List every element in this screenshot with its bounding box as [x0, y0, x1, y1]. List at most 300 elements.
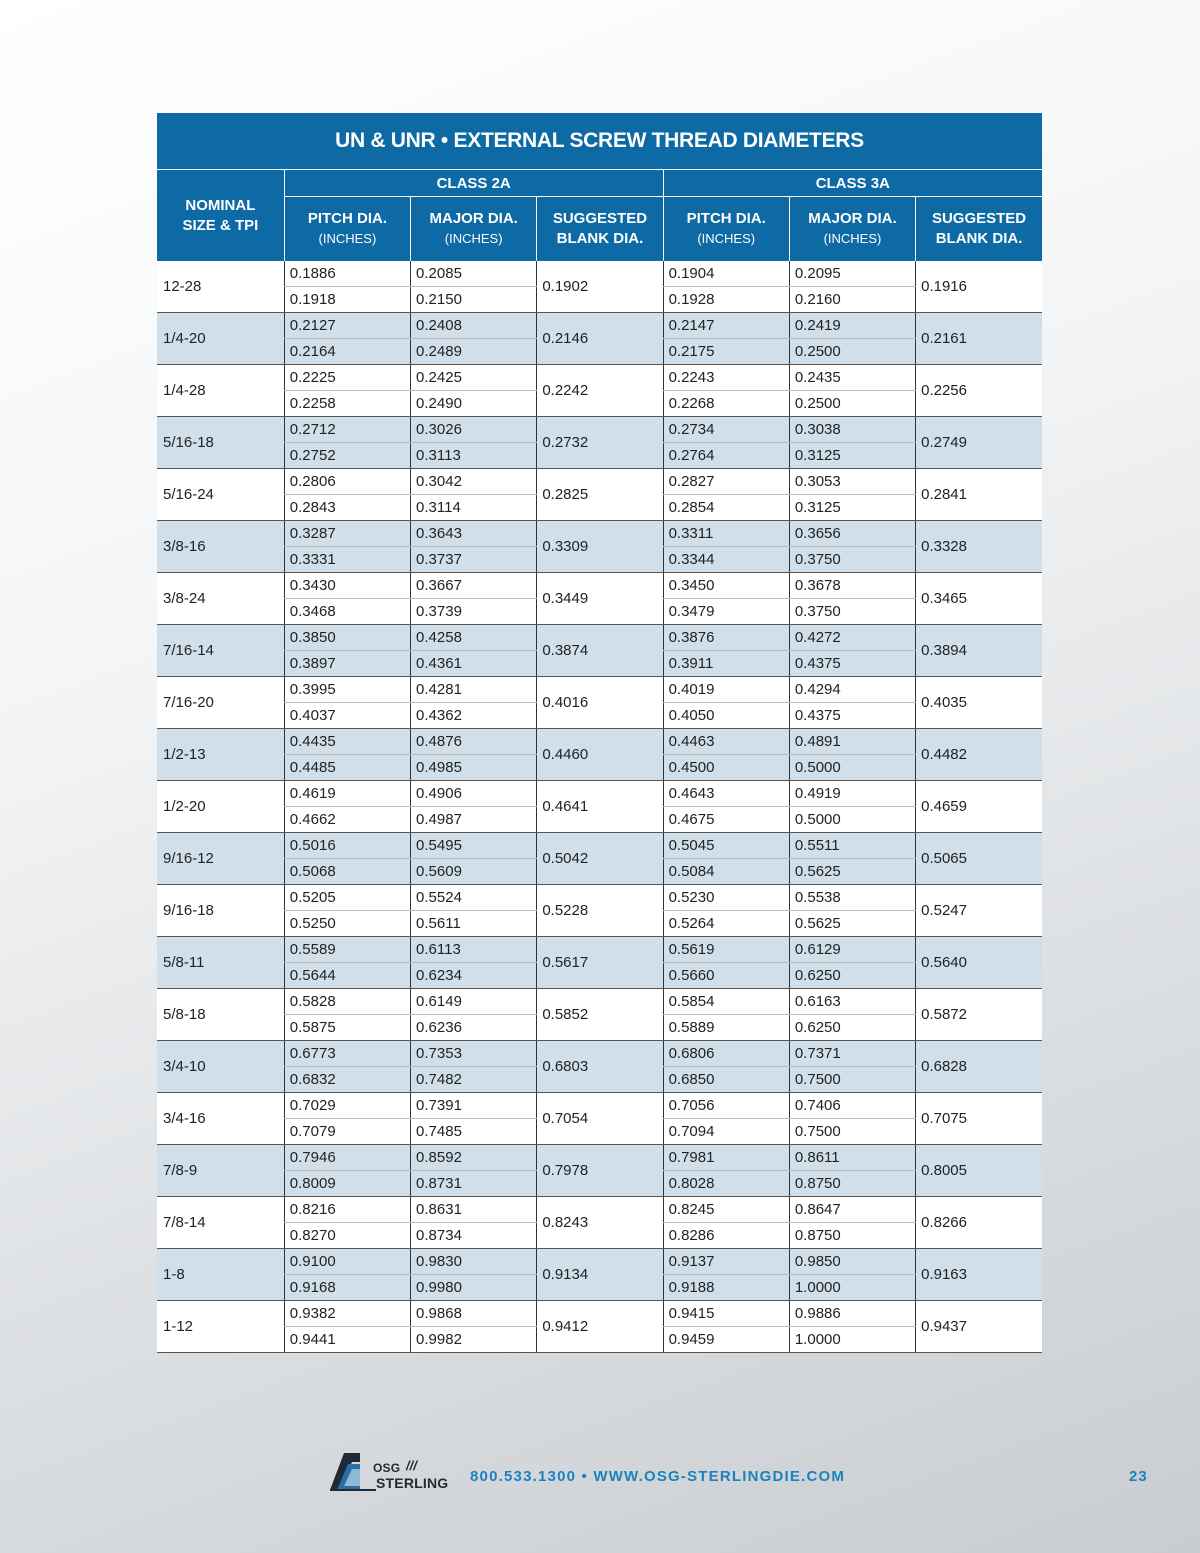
table-row	[157, 781, 1042, 807]
c2-pitch-cell: 0.2806	[284, 469, 410, 495]
thread-diameter-table-wrapper	[157, 113, 1042, 1353]
c2-pitch-cell: 0.8009	[284, 1171, 410, 1197]
c3-major-cell: 0.4272	[789, 625, 915, 651]
nominal-size-cell: 5/16-24	[157, 469, 284, 521]
c2-pitch-cell: 0.2127	[284, 313, 410, 339]
c2-major-cell: 0.9982	[411, 1327, 537, 1353]
c3-blank-cell: 0.2161	[916, 313, 1042, 365]
c3-major-cell: 1.0000	[789, 1275, 915, 1301]
nominal-size-cell: 1/4-28	[157, 365, 284, 417]
c2-pitch-cell: 0.1886	[284, 261, 410, 287]
c2-pitch-cell: 0.5068	[284, 859, 410, 885]
c2-major-cell: 0.2489	[411, 339, 537, 365]
c2-major-cell: 0.9980	[411, 1275, 537, 1301]
c3-pitch-cell: 0.2827	[663, 469, 789, 495]
c2-blank-cell: 0.5617	[537, 937, 663, 989]
size-column-header	[157, 170, 284, 262]
c2-major-cell: 0.6234	[411, 963, 537, 989]
c3-major-header	[789, 197, 915, 262]
nominal-size-cell: 1-12	[157, 1301, 284, 1353]
table-row	[157, 521, 1042, 547]
c2-blank-cell: 0.5228	[537, 885, 663, 937]
c2-pitch-cell: 0.3468	[284, 599, 410, 625]
c2-blank-cell: 0.8243	[537, 1197, 663, 1249]
c2-pitch-cell: 0.5828	[284, 989, 410, 1015]
c2-blank-cell: 0.3874	[537, 625, 663, 677]
c3-blank-cell: 0.2256	[916, 365, 1042, 417]
c2-pitch-cell: 0.3430	[284, 573, 410, 599]
c2-blank-cell: 0.6803	[537, 1041, 663, 1093]
c3-pitch-cell: 0.5619	[663, 937, 789, 963]
c2-major-cell: 0.4876	[411, 729, 537, 755]
c2-pitch-cell: 0.4037	[284, 703, 410, 729]
header-label: MAJOR DIA.	[808, 210, 897, 227]
c2-blank-cell: 0.7978	[537, 1145, 663, 1197]
c3-blank-header	[916, 197, 1042, 262]
c3-pitch-cell: 0.4463	[663, 729, 789, 755]
c2-pitch-cell: 0.8216	[284, 1197, 410, 1223]
c2-major-cell: 0.5524	[411, 885, 537, 911]
c2-pitch-cell: 0.4662	[284, 807, 410, 833]
class-3a-header: CLASS 3A	[663, 170, 1042, 197]
c3-major-cell: 0.8611	[789, 1145, 915, 1171]
c2-major-cell: 0.3643	[411, 521, 537, 547]
thread-size-group	[157, 261, 1042, 313]
c2-blank-cell: 0.9134	[537, 1249, 663, 1301]
c3-blank-cell: 0.7075	[916, 1093, 1042, 1145]
osg-sterling-logo-icon	[330, 1452, 376, 1492]
c3-major-cell: 1.0000	[789, 1327, 915, 1353]
c2-pitch-cell: 0.8270	[284, 1223, 410, 1249]
c2-blank-cell: 0.4641	[537, 781, 663, 833]
c3-blank-cell: 0.4035	[916, 677, 1042, 729]
table-row	[157, 989, 1042, 1015]
c3-major-cell: 0.3656	[789, 521, 915, 547]
logo-slashes: ///	[406, 1458, 417, 1473]
c3-blank-cell: 0.1916	[916, 261, 1042, 313]
c3-pitch-cell: 0.4019	[663, 677, 789, 703]
c2-blank-cell: 0.7054	[537, 1093, 663, 1145]
c2-pitch-cell: 0.6832	[284, 1067, 410, 1093]
c2-major-cell: 0.8734	[411, 1223, 537, 1249]
c3-major-cell: 0.6129	[789, 937, 915, 963]
c2-pitch-cell: 0.5644	[284, 963, 410, 989]
c3-blank-cell: 0.5065	[916, 833, 1042, 885]
c2-pitch-cell: 0.4435	[284, 729, 410, 755]
c2-blank-cell: 0.1902	[537, 261, 663, 313]
c2-blank-cell: 0.2732	[537, 417, 663, 469]
nominal-size-cell: 1-8	[157, 1249, 284, 1301]
thread-size-group	[157, 677, 1042, 729]
table-row	[157, 1249, 1042, 1275]
c3-major-cell: 0.8647	[789, 1197, 915, 1223]
c3-pitch-cell: 0.5230	[663, 885, 789, 911]
size-header-line2: SIZE & TPI	[182, 216, 259, 234]
c2-major-header	[411, 197, 537, 262]
c3-pitch-cell: 0.7094	[663, 1119, 789, 1145]
c3-major-cell: 0.5000	[789, 755, 915, 781]
c3-pitch-cell: 0.1928	[663, 287, 789, 313]
c3-major-cell: 0.4375	[789, 703, 915, 729]
c2-major-cell: 0.2150	[411, 287, 537, 313]
nominal-size-cell: 12-28	[157, 261, 284, 313]
header-label: PITCH DIA.	[686, 210, 766, 227]
c2-major-cell: 0.4361	[411, 651, 537, 677]
nominal-size-cell: 3/8-16	[157, 521, 284, 573]
c2-major-cell: 0.3114	[411, 495, 537, 521]
thread-size-group	[157, 885, 1042, 937]
c2-pitch-cell: 0.3897	[284, 651, 410, 677]
table-row	[157, 365, 1042, 391]
c2-major-cell: 0.3042	[411, 469, 537, 495]
table-row	[157, 885, 1042, 911]
c3-pitch-cell: 0.7981	[663, 1145, 789, 1171]
c3-major-cell: 0.7371	[789, 1041, 915, 1067]
c3-pitch-cell: 0.8028	[663, 1171, 789, 1197]
thread-size-group	[157, 833, 1042, 885]
c3-major-cell: 0.3125	[789, 443, 915, 469]
c3-major-cell: 0.7500	[789, 1119, 915, 1145]
page-footer	[330, 1452, 1160, 1492]
c2-pitch-cell: 0.4619	[284, 781, 410, 807]
c3-blank-cell: 0.4659	[916, 781, 1042, 833]
c2-major-cell: 0.7353	[411, 1041, 537, 1067]
c3-major-cell: 0.3678	[789, 573, 915, 599]
c3-blank-cell: 0.3328	[916, 521, 1042, 573]
size-header-line1: NOMINAL	[185, 196, 256, 214]
c2-pitch-cell: 0.2225	[284, 365, 410, 391]
c3-major-cell: 0.9850	[789, 1249, 915, 1275]
header-unit: (INCHES)	[823, 231, 882, 246]
table-row	[157, 833, 1042, 859]
footer-contact[interactable]: 800.533.1300 • WWW.OSG-STERLINGDIE.COM	[470, 1468, 846, 1485]
c2-pitch-cell: 0.2752	[284, 443, 410, 469]
table-row	[157, 937, 1042, 963]
nominal-size-cell: 3/4-16	[157, 1093, 284, 1145]
c2-major-cell: 0.4362	[411, 703, 537, 729]
nominal-size-cell: 9/16-18	[157, 885, 284, 937]
c3-pitch-cell: 0.2268	[663, 391, 789, 417]
c3-pitch-cell: 0.8245	[663, 1197, 789, 1223]
c2-blank-cell: 0.2242	[537, 365, 663, 417]
c2-pitch-cell: 0.6773	[284, 1041, 410, 1067]
table-row	[157, 1041, 1042, 1067]
c2-pitch-cell: 0.9441	[284, 1327, 410, 1353]
c3-blank-cell: 0.9163	[916, 1249, 1042, 1301]
c3-major-cell: 0.8750	[789, 1171, 915, 1197]
thread-size-group	[157, 573, 1042, 625]
c2-major-cell: 0.9868	[411, 1301, 537, 1327]
header-unit: (INCHES)	[697, 231, 756, 246]
c3-blank-cell: 0.2749	[916, 417, 1042, 469]
page-number: 23	[1129, 1468, 1148, 1485]
c3-major-cell: 0.5538	[789, 885, 915, 911]
c2-blank-cell: 0.4016	[537, 677, 663, 729]
c2-major-cell: 0.4985	[411, 755, 537, 781]
c2-major-cell: 0.8731	[411, 1171, 537, 1197]
c3-blank-cell: 0.5247	[916, 885, 1042, 937]
c2-pitch-cell: 0.5250	[284, 911, 410, 937]
c2-pitch-cell: 0.7946	[284, 1145, 410, 1171]
c2-blank-cell: 0.5852	[537, 989, 663, 1041]
c2-major-cell: 0.7482	[411, 1067, 537, 1093]
c2-pitch-cell: 0.1918	[284, 287, 410, 313]
c3-pitch-cell: 0.4675	[663, 807, 789, 833]
thread-size-group	[157, 469, 1042, 521]
c3-major-cell: 0.6250	[789, 963, 915, 989]
c3-pitch-cell: 0.4050	[663, 703, 789, 729]
c3-pitch-cell: 0.3479	[663, 599, 789, 625]
c3-major-cell: 0.2500	[789, 339, 915, 365]
c2-major-cell: 0.2085	[411, 261, 537, 287]
c2-major-cell: 0.6149	[411, 989, 537, 1015]
c3-blank-cell: 0.9437	[916, 1301, 1042, 1353]
c3-blank-cell: 0.8266	[916, 1197, 1042, 1249]
c3-pitch-cell: 0.5045	[663, 833, 789, 859]
thread-size-group	[157, 313, 1042, 365]
table-row	[157, 261, 1042, 287]
thread-size-group	[157, 1041, 1042, 1093]
thread-size-group	[157, 1145, 1042, 1197]
c2-pitch-cell: 0.2258	[284, 391, 410, 417]
table-row	[157, 1301, 1042, 1327]
c3-pitch-cell: 0.9415	[663, 1301, 789, 1327]
c3-pitch-cell: 0.2147	[663, 313, 789, 339]
c3-major-cell: 0.4919	[789, 781, 915, 807]
class-2a-header: CLASS 2A	[284, 170, 663, 197]
nominal-size-cell: 7/8-14	[157, 1197, 284, 1249]
c2-pitch-cell: 0.4485	[284, 755, 410, 781]
c3-major-cell: 0.8750	[789, 1223, 915, 1249]
c3-pitch-cell: 0.9188	[663, 1275, 789, 1301]
c3-major-cell: 0.2435	[789, 365, 915, 391]
c3-pitch-cell: 0.2175	[663, 339, 789, 365]
nominal-size-cell: 1/2-13	[157, 729, 284, 781]
c3-pitch-cell: 0.7056	[663, 1093, 789, 1119]
thread-size-group	[157, 417, 1042, 469]
c2-major-cell: 0.2490	[411, 391, 537, 417]
nominal-size-cell: 5/8-11	[157, 937, 284, 989]
c3-major-cell: 0.4891	[789, 729, 915, 755]
nominal-size-cell: 5/16-18	[157, 417, 284, 469]
table-row	[157, 1145, 1042, 1171]
c2-blank-cell: 0.5042	[537, 833, 663, 885]
nominal-size-cell: 3/4-10	[157, 1041, 284, 1093]
c2-pitch-cell: 0.2164	[284, 339, 410, 365]
thread-size-group	[157, 781, 1042, 833]
c2-major-cell: 0.5609	[411, 859, 537, 885]
thread-size-group	[157, 1249, 1042, 1301]
c3-pitch-cell: 0.3876	[663, 625, 789, 651]
nominal-size-cell: 5/8-18	[157, 989, 284, 1041]
table-row	[157, 313, 1042, 339]
c2-major-cell: 0.4258	[411, 625, 537, 651]
c3-pitch-cell: 0.3911	[663, 651, 789, 677]
c3-pitch-cell: 0.5660	[663, 963, 789, 989]
c2-major-cell: 0.4281	[411, 677, 537, 703]
table-row	[157, 417, 1042, 443]
c3-pitch-cell: 0.5084	[663, 859, 789, 885]
c2-major-cell: 0.7391	[411, 1093, 537, 1119]
c3-pitch-cell: 0.9459	[663, 1327, 789, 1353]
header-label: PITCH DIA.	[307, 210, 387, 227]
c2-pitch-cell: 0.3331	[284, 547, 410, 573]
thread-size-group	[157, 625, 1042, 677]
c3-major-cell: 0.3750	[789, 599, 915, 625]
c2-major-cell: 0.2425	[411, 365, 537, 391]
c2-pitch-cell: 0.7079	[284, 1119, 410, 1145]
c2-major-cell: 0.5495	[411, 833, 537, 859]
c3-pitch-cell: 0.4500	[663, 755, 789, 781]
c2-major-cell: 0.3113	[411, 443, 537, 469]
nominal-size-cell: 7/16-20	[157, 677, 284, 729]
thread-size-group	[157, 937, 1042, 989]
thread-size-group	[157, 1093, 1042, 1145]
c2-pitch-cell: 0.5589	[284, 937, 410, 963]
c3-pitch-cell: 0.3450	[663, 573, 789, 599]
c3-pitch-cell: 0.9137	[663, 1249, 789, 1275]
c2-pitch-cell: 0.5875	[284, 1015, 410, 1041]
header-label: SUGGESTED	[931, 210, 1027, 227]
header-label: SUGGESTED	[552, 210, 648, 227]
c3-pitch-cell: 0.3311	[663, 521, 789, 547]
thread-size-group	[157, 1301, 1042, 1353]
c2-pitch-cell: 0.9100	[284, 1249, 410, 1275]
table-row	[157, 1093, 1042, 1119]
c3-major-cell: 0.5000	[789, 807, 915, 833]
c2-pitch-cell: 0.3850	[284, 625, 410, 651]
c2-major-cell: 0.7485	[411, 1119, 537, 1145]
c3-major-cell: 0.4375	[789, 651, 915, 677]
table-row	[157, 573, 1042, 599]
c2-pitch-cell: 0.2843	[284, 495, 410, 521]
c3-major-cell: 0.3038	[789, 417, 915, 443]
thread-diameter-table	[157, 113, 1042, 1353]
c3-pitch-cell: 0.6850	[663, 1067, 789, 1093]
header-label-2: BLANK DIA.	[556, 230, 644, 247]
c3-pitch-cell: 0.3344	[663, 547, 789, 573]
c3-major-cell: 0.9886	[789, 1301, 915, 1327]
c3-major-cell: 0.4294	[789, 677, 915, 703]
c3-major-cell: 0.7500	[789, 1067, 915, 1093]
nominal-size-cell: 1/4-20	[157, 313, 284, 365]
c3-major-cell: 0.5511	[789, 833, 915, 859]
table-row	[157, 677, 1042, 703]
c2-blank-cell: 0.3309	[537, 521, 663, 573]
c2-pitch-cell: 0.3995	[284, 677, 410, 703]
c3-major-cell: 0.6163	[789, 989, 915, 1015]
c3-blank-cell: 0.2841	[916, 469, 1042, 521]
c2-major-cell: 0.2408	[411, 313, 537, 339]
thread-size-group	[157, 521, 1042, 573]
c2-pitch-cell: 0.9382	[284, 1301, 410, 1327]
nominal-size-cell: 1/2-20	[157, 781, 284, 833]
c2-pitch-cell: 0.7029	[284, 1093, 410, 1119]
c3-blank-cell: 0.4482	[916, 729, 1042, 781]
c2-pitch-cell: 0.5205	[284, 885, 410, 911]
c2-major-cell: 0.4906	[411, 781, 537, 807]
c3-major-cell: 0.3053	[789, 469, 915, 495]
c2-major-cell: 0.5611	[411, 911, 537, 937]
table-row	[157, 1197, 1042, 1223]
nominal-size-cell: 7/8-9	[157, 1145, 284, 1197]
c3-blank-cell: 0.8005	[916, 1145, 1042, 1197]
c3-pitch-cell: 0.2734	[663, 417, 789, 443]
header-unit: (INCHES)	[444, 231, 503, 246]
c3-major-cell: 0.2160	[789, 287, 915, 313]
c2-blank-cell: 0.2825	[537, 469, 663, 521]
c3-pitch-cell: 0.8286	[663, 1223, 789, 1249]
thread-size-group	[157, 989, 1042, 1041]
c3-major-cell: 0.7406	[789, 1093, 915, 1119]
c3-pitch-cell: 0.1904	[663, 261, 789, 287]
c2-major-cell: 0.8592	[411, 1145, 537, 1171]
c3-pitch-cell: 0.5889	[663, 1015, 789, 1041]
c3-major-cell: 0.2095	[789, 261, 915, 287]
nominal-size-cell: 7/16-14	[157, 625, 284, 677]
c2-major-cell: 0.3739	[411, 599, 537, 625]
c2-blank-header	[537, 197, 663, 262]
c3-major-cell: 0.5625	[789, 911, 915, 937]
header-label-2: BLANK DIA.	[935, 230, 1023, 247]
c3-blank-cell: 0.5640	[916, 937, 1042, 989]
table-row	[157, 729, 1042, 755]
c3-major-cell: 0.3750	[789, 547, 915, 573]
c3-major-cell: 0.2419	[789, 313, 915, 339]
c2-major-cell: 0.9830	[411, 1249, 537, 1275]
logo-osg-text: OSG	[373, 1461, 401, 1475]
c2-blank-cell: 0.4460	[537, 729, 663, 781]
c3-pitch-cell: 0.6806	[663, 1041, 789, 1067]
thread-size-group	[157, 1197, 1042, 1249]
c3-blank-cell: 0.3894	[916, 625, 1042, 677]
c3-major-cell: 0.2500	[789, 391, 915, 417]
c2-pitch-cell: 0.9168	[284, 1275, 410, 1301]
c3-pitch-cell: 0.5854	[663, 989, 789, 1015]
c2-pitch-cell: 0.5016	[284, 833, 410, 859]
c2-pitch-cell: 0.2712	[284, 417, 410, 443]
header-unit: (INCHES)	[318, 231, 377, 246]
c3-pitch-cell: 0.4643	[663, 781, 789, 807]
c3-blank-cell: 0.6828	[916, 1041, 1042, 1093]
table-title: UN & UNR • EXTERNAL SCREW THREAD DIAMETERS	[157, 113, 1042, 170]
c3-pitch-cell: 0.2854	[663, 495, 789, 521]
c2-major-cell: 0.8631	[411, 1197, 537, 1223]
table-row	[157, 469, 1042, 495]
c2-major-cell: 0.6236	[411, 1015, 537, 1041]
c3-major-cell: 0.6250	[789, 1015, 915, 1041]
c3-pitch-cell: 0.2764	[663, 443, 789, 469]
c2-blank-cell: 0.9412	[537, 1301, 663, 1353]
c3-pitch-cell: 0.2243	[663, 365, 789, 391]
c3-pitch-header	[663, 197, 789, 262]
c3-major-cell: 0.3125	[789, 495, 915, 521]
c3-pitch-cell: 0.5264	[663, 911, 789, 937]
logo-sterling-text: STERLING	[376, 1475, 449, 1491]
c3-major-cell: 0.5625	[789, 859, 915, 885]
thread-size-group	[157, 365, 1042, 417]
c2-major-cell: 0.6113	[411, 937, 537, 963]
c2-pitch-cell: 0.3287	[284, 521, 410, 547]
c2-major-cell: 0.4987	[411, 807, 537, 833]
c3-blank-cell: 0.5872	[916, 989, 1042, 1041]
nominal-size-cell: 3/8-24	[157, 573, 284, 625]
c3-blank-cell: 0.3465	[916, 573, 1042, 625]
nominal-size-cell: 9/16-12	[157, 833, 284, 885]
thread-size-group	[157, 729, 1042, 781]
table-row	[157, 625, 1042, 651]
c2-blank-cell: 0.2146	[537, 313, 663, 365]
